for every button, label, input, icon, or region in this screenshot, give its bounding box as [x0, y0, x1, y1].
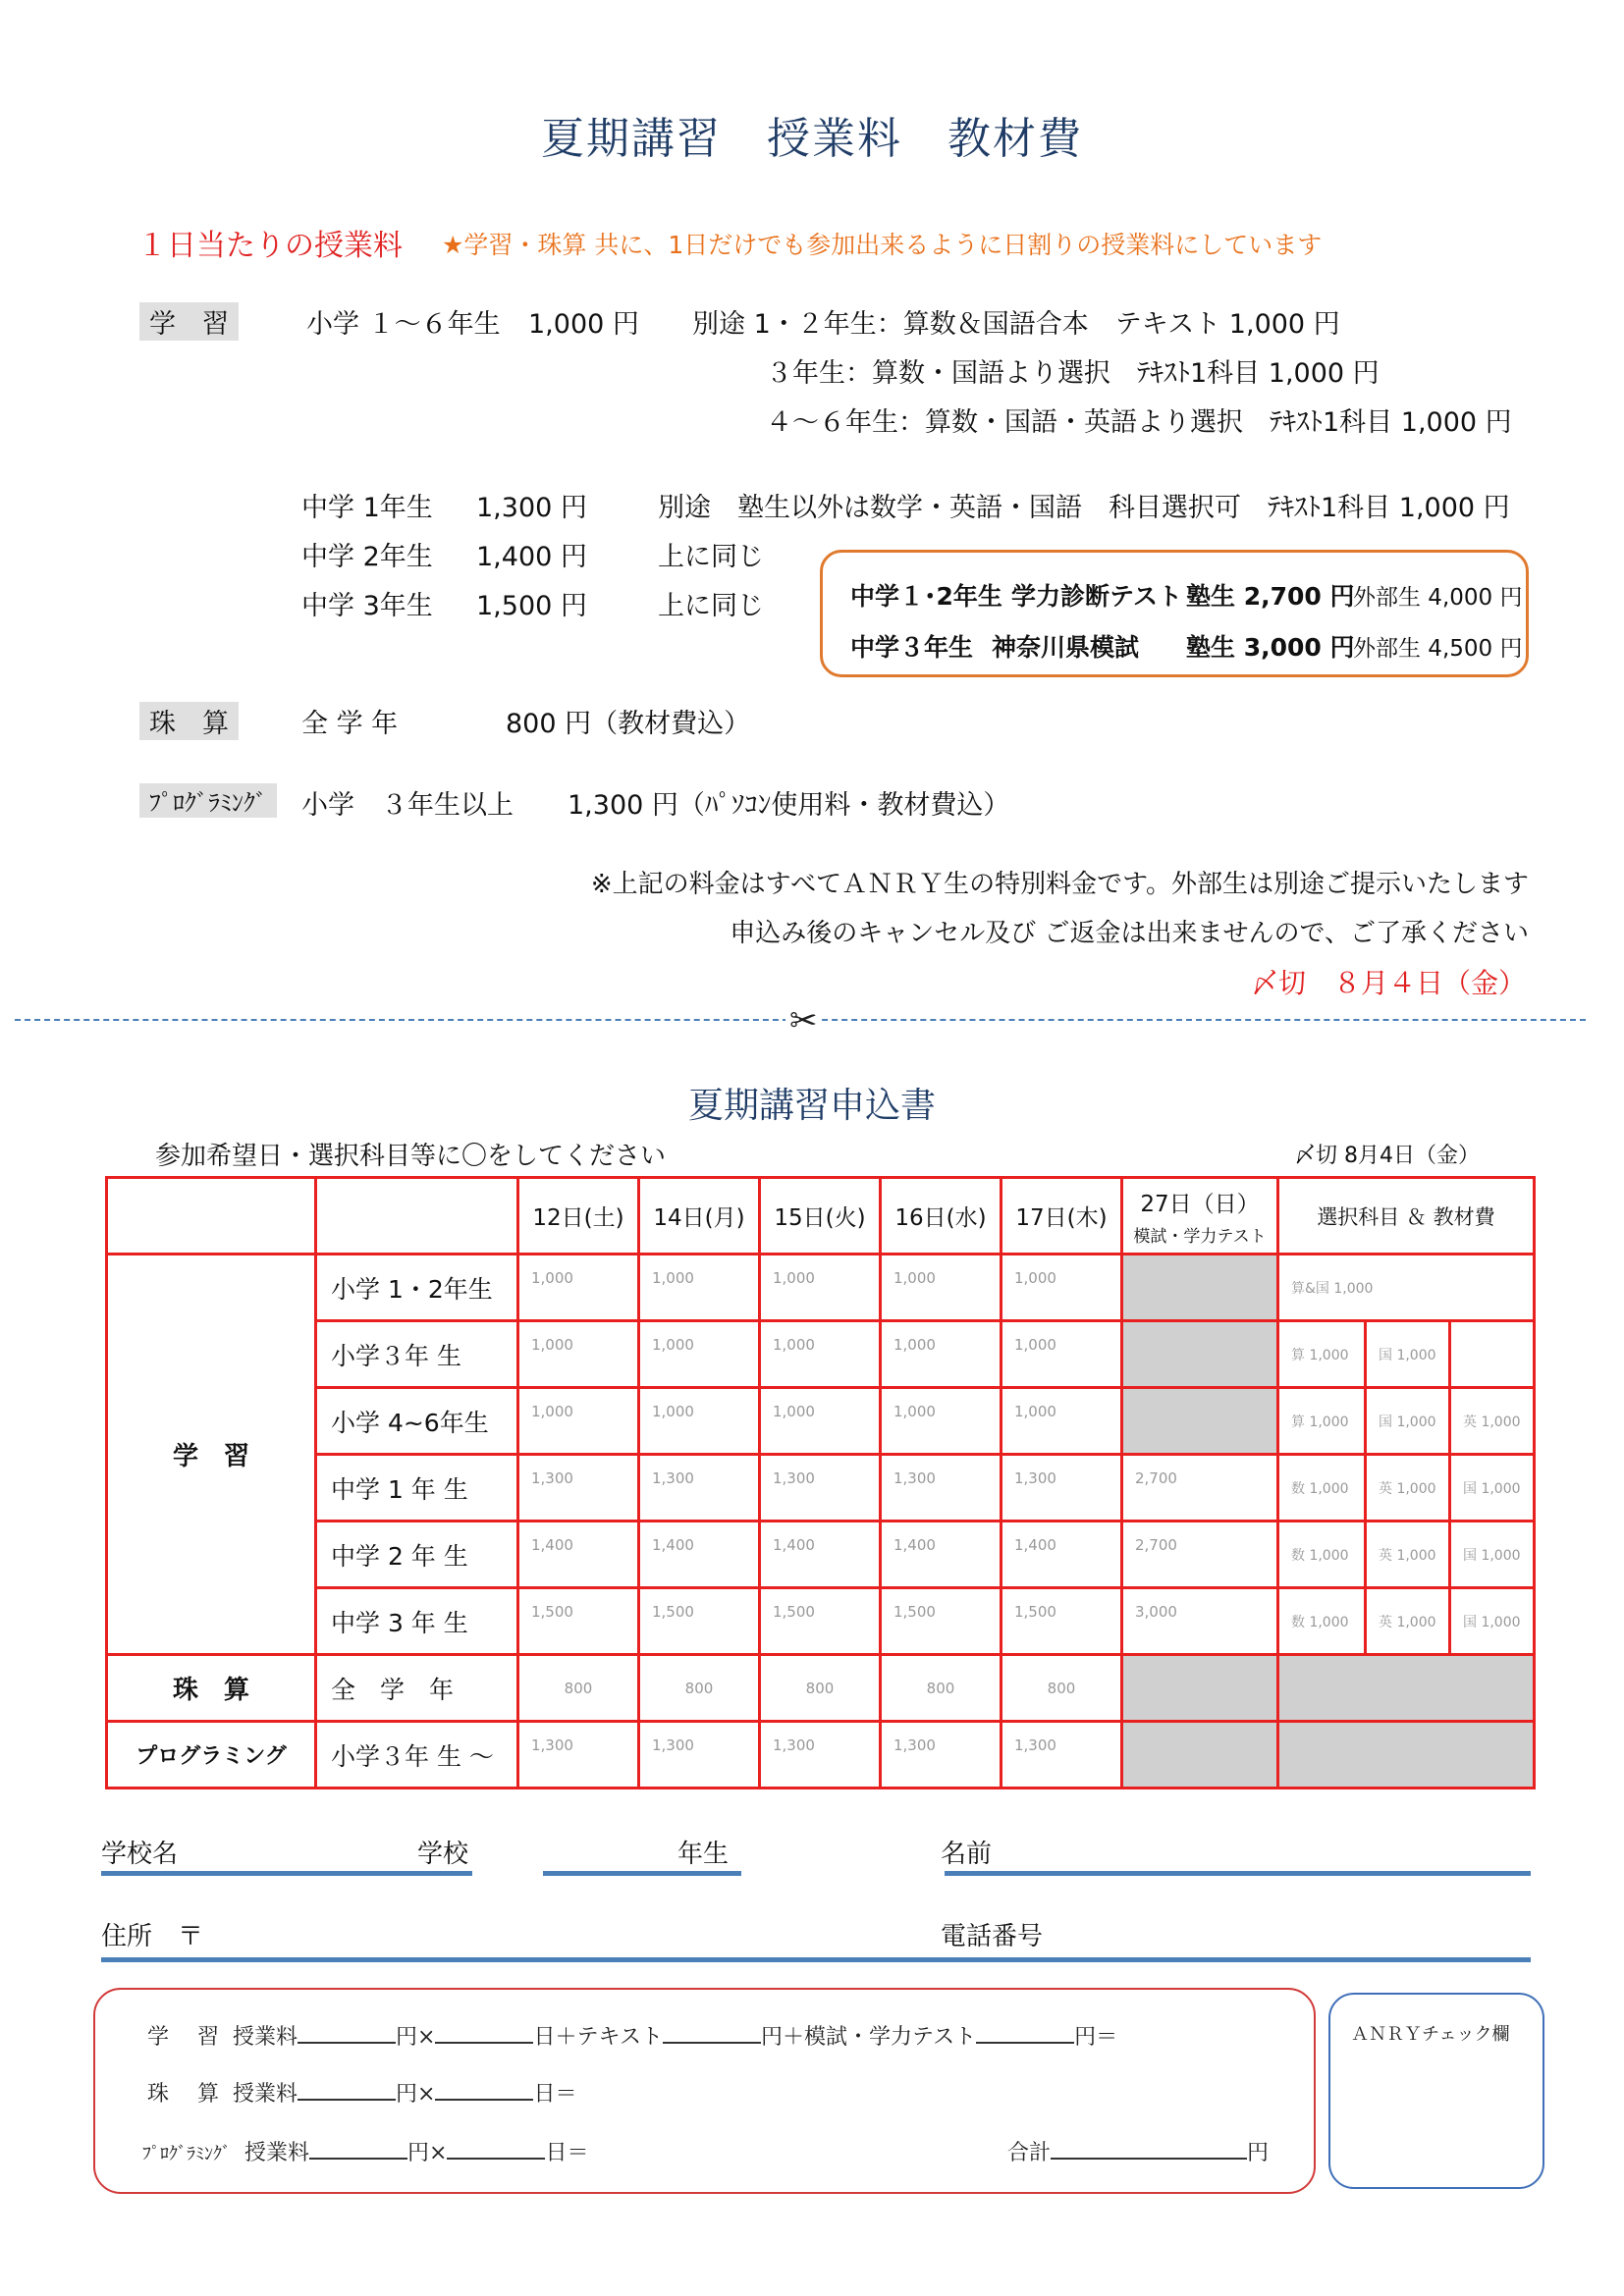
price-cell[interactable]: 800 — [518, 1655, 639, 1722]
price-cell[interactable]: 1,300 — [760, 1455, 881, 1522]
yen-eq-label: 円＝ — [1074, 2025, 1118, 2050]
price-cell[interactable]: 1,500 — [639, 1588, 760, 1655]
junior-3-extra: 上に同じ — [658, 591, 764, 621]
table-row — [107, 1722, 1535, 1789]
header-day-14: 14日(月) — [639, 1178, 760, 1255]
price-cell[interactable]: 1,500 — [760, 1588, 881, 1655]
subject-cell[interactable]: 数 1,000 — [1278, 1455, 1366, 1522]
programming-grade: 小学 ３年生以上 — [301, 790, 514, 821]
days-blank[interactable] — [435, 2099, 533, 2101]
test-price-cell[interactable]: 2,700 — [1122, 1455, 1278, 1522]
price-cell[interactable]: 1,000 — [639, 1255, 760, 1321]
price-cell[interactable]: 1,000 — [1001, 1255, 1122, 1321]
junior-3-grade: 中学 3年生 — [301, 591, 433, 621]
price-cell[interactable]: 1,000 — [1001, 1388, 1122, 1455]
name-input-line[interactable] — [945, 1871, 1531, 1876]
price-cell[interactable]: 1,300 — [881, 1455, 1001, 1522]
days-blank[interactable] — [447, 2158, 545, 2160]
calc-fee-label: 授業料 — [244, 2141, 310, 2165]
table-row — [107, 1522, 1535, 1588]
elementary-grade: 小学 １～６年生 — [306, 309, 501, 340]
programming-price: 1,300 円（ﾊﾟｿｺﾝ使用料・教材費込） — [568, 790, 1010, 821]
subject-cell[interactable]: 算 1,000 — [1278, 1321, 1366, 1388]
price-cell[interactable]: 1,300 — [1001, 1455, 1122, 1522]
price-cell[interactable]: 1,400 — [760, 1522, 881, 1588]
grade-cell: 小学 1・2年生 — [316, 1255, 518, 1321]
subject-cell[interactable]: 数 1,000 — [1278, 1522, 1366, 1588]
price-cell[interactable]: 1,400 — [639, 1522, 760, 1588]
application-table — [105, 1176, 1536, 1789]
table-row — [107, 1588, 1535, 1655]
table-header-row — [107, 1178, 1535, 1255]
test-blank[interactable] — [976, 2042, 1074, 2044]
school-input-line[interactable] — [101, 1871, 472, 1876]
total-blank[interactable] — [1051, 2158, 1247, 2160]
junior-3-price: 1,500 円 — [476, 591, 587, 621]
grade-cell: 小学３年 生 ～ — [316, 1722, 518, 1789]
anry-check-title: ＡＮＲＹチェック欄 — [1351, 2024, 1510, 2045]
calc-line-soroban — [147, 2077, 576, 2108]
form-title: 夏期講習申込書 — [687, 1086, 936, 1126]
calc-fee-label: 授業料 — [233, 2082, 298, 2107]
table-row — [107, 1388, 1535, 1455]
category-programming-cell: プログラミング — [107, 1722, 316, 1789]
table-row — [107, 1655, 1535, 1722]
subject-cell[interactable]: 英 1,000 — [1366, 1588, 1450, 1655]
yen-times-label: 円× — [407, 2141, 448, 2165]
subject-cell[interactable]: 国 1,000 — [1450, 1522, 1535, 1588]
text-blank[interactable] — [663, 2042, 761, 2044]
junior-1-grade: 中学 1年生 — [301, 493, 433, 523]
grade-cell: 中学 3 年 生 — [316, 1588, 518, 1655]
calc-line-gakushu — [147, 2020, 1117, 2051]
grade-cell: 小学 4~6年生 — [316, 1388, 518, 1455]
form-deadline: 〆切 8月4日（金） — [1294, 1144, 1480, 1168]
disabled-cell — [1122, 1388, 1278, 1455]
calc-fee-label: 授業料 — [233, 2025, 298, 2050]
price-cell[interactable]: 1,300 — [518, 1722, 639, 1789]
header-day-27-sub: 模試・学力テスト — [1133, 1226, 1267, 1247]
days-eq-label: 日＝ — [533, 2082, 577, 2107]
table-row — [107, 1455, 1535, 1522]
price-cell[interactable]: 1,000 — [639, 1321, 760, 1388]
price-cell[interactable]: 1,300 — [881, 1722, 1001, 1789]
test-2-name: 神奈川県模試 — [992, 633, 1140, 662]
junior-1-price: 1,300 円 — [476, 493, 587, 523]
price-cell[interactable]: 1,000 — [881, 1388, 1001, 1455]
test-2-grade: 中学３年生 — [850, 633, 974, 662]
disabled-cell — [1122, 1321, 1278, 1388]
days-blank[interactable] — [435, 2042, 533, 2044]
price-cell[interactable]: 1,000 — [518, 1255, 639, 1321]
header-day-15: 15日(火) — [760, 1178, 881, 1255]
calc-line-programming — [142, 2136, 588, 2166]
price-cell[interactable]: 1,400 — [1001, 1522, 1122, 1588]
test-1-grade: 中学１･2年生 — [850, 582, 1002, 611]
price-cell[interactable]: 1,500 — [518, 1588, 639, 1655]
elementary-price: 1,000 円 — [528, 309, 639, 340]
price-cell[interactable]: 1,000 — [760, 1321, 881, 1388]
price-cell[interactable]: 800 — [639, 1655, 760, 1722]
price-cell[interactable]: 1,000 — [881, 1255, 1001, 1321]
yen-plus-test-label: 円＋模試・学力テスト — [761, 2025, 977, 2050]
subject-cell[interactable]: 算&国 1,000 — [1278, 1255, 1535, 1321]
daily-fee-note: ★学習・珠算 共に、1日だけでも参加出来るように日割りの授業料にしています — [442, 231, 1323, 259]
calc-soroban-label: 珠 算 — [147, 2082, 219, 2107]
test-2-member-price: 塾生 3,000 円 — [1186, 633, 1355, 662]
price-cell[interactable]: 800 — [760, 1655, 881, 1722]
subject-cell[interactable]: 国 1,000 — [1450, 1455, 1535, 1522]
category-gakushu-label: 学 習 — [139, 302, 239, 341]
header-day-27 — [1122, 1178, 1278, 1255]
soroban-price: 800 円（教材費込） — [506, 709, 751, 739]
subject-cell[interactable]: 英 1,000 — [1450, 1388, 1535, 1455]
category-soroban-label: 珠 算 — [139, 702, 239, 740]
category-programming-label: ﾌﾟﾛｸﾞﾗﾐﾝｸﾞ — [139, 783, 277, 818]
price-cell[interactable]: 1,000 — [518, 1388, 639, 1455]
price-cell[interactable]: 1,300 — [639, 1455, 760, 1522]
calc-gakushu-label: 学 習 — [147, 2025, 219, 2050]
name-label: 名前 — [941, 1840, 993, 1869]
test-2-outside-price: 外部生 4,500 円 — [1353, 636, 1523, 662]
table-row — [107, 1321, 1535, 1388]
header-day-12: 12日(土) — [518, 1178, 639, 1255]
junior-2-extra: 上に同じ — [658, 542, 764, 572]
notice-special-price: ※上記の料金はすべてＡＮＲＹ生の特別料金です。外部生は別途ご提示いたします — [590, 870, 1529, 899]
page-title: 夏期講習 授業料 教材費 — [541, 114, 1083, 164]
subject-cell[interactable]: 国 1,000 — [1366, 1388, 1450, 1455]
school-suffix: 学校 — [417, 1840, 469, 1869]
scissors-icon: ✂ — [785, 1001, 822, 1041]
fee-blank[interactable] — [309, 2158, 407, 2160]
school-label: 学校名 — [101, 1840, 179, 1869]
subject-cell[interactable]: 英 1,000 — [1366, 1455, 1450, 1522]
disabled-cell — [1278, 1722, 1535, 1789]
notice-no-refund: 申込み後のキャンセル及び ご返金は出来ませんので、ご了承ください — [730, 919, 1529, 948]
disabled-cell — [1122, 1255, 1278, 1321]
test-price-cell[interactable]: 3,000 — [1122, 1588, 1278, 1655]
test-1-outside-price: 外部生 4,000 円 — [1353, 585, 1523, 611]
price-cell[interactable]: 1,000 — [881, 1321, 1001, 1388]
elementary-extra-3: ４～６年生：算数・国語・英語より選択 ﾃｷｽﾄ1科目 1,000 円 — [766, 407, 1512, 438]
price-cell[interactable]: 1,000 — [639, 1388, 760, 1455]
subject-cell[interactable]: 英 1,000 — [1366, 1522, 1450, 1588]
test-1-member-price: 塾生 2,700 円 — [1186, 582, 1355, 611]
grade-cell: 中学 1 年 生 — [316, 1455, 518, 1522]
days-eq-label: 日＝ — [545, 2141, 589, 2165]
yen-times-label: 円× — [396, 2025, 436, 2050]
junior-2-grade: 中学 2年生 — [301, 542, 433, 572]
junior-1-extra: 別途 塾生以外は数学・英語・国語 科目選択可 ﾃｷｽﾄ1科目 1,000 円 — [658, 493, 1510, 523]
header-day-17: 17日(木) — [1001, 1178, 1122, 1255]
price-cell[interactable]: 1,000 — [760, 1255, 881, 1321]
subject-cell[interactable]: 国 1,000 — [1450, 1588, 1535, 1655]
deadline: 〆切 ８月４日（金） — [1250, 967, 1526, 999]
disabled-cell — [1122, 1722, 1278, 1789]
test-1-name: 学力診断テスト — [1011, 582, 1183, 611]
header-empty-cell — [107, 1178, 316, 1255]
price-cell[interactable]: 1,400 — [881, 1522, 1001, 1588]
price-cell[interactable]: 800 — [1001, 1655, 1122, 1722]
price-cell[interactable]: 1,500 — [1001, 1588, 1122, 1655]
header-day-16: 16日(水) — [881, 1178, 1001, 1255]
elementary-extra-2: ３年生：算数・国語より選択 ﾃｷｽﾄ1科目 1,000 円 — [766, 358, 1380, 389]
price-cell[interactable]: 1,000 — [760, 1388, 881, 1455]
price-cell[interactable]: 1,500 — [881, 1588, 1001, 1655]
category-gakushu-cell: 学 習 — [107, 1255, 316, 1655]
calc-yen-label: 円 — [1247, 2141, 1270, 2165]
disabled-cell — [1122, 1655, 1278, 1722]
table-row — [107, 1255, 1535, 1321]
soroban-grade: 全 学 年 — [301, 709, 399, 739]
price-cell[interactable]: 1,000 — [518, 1321, 639, 1388]
junior-2-price: 1,400 円 — [476, 542, 587, 572]
grade-input-line[interactable] — [543, 1871, 741, 1876]
form-instruction: 参加希望日・選択科目等に〇をしてください — [155, 1142, 667, 1171]
price-cell[interactable]: 1,400 — [518, 1522, 639, 1588]
fee-blank[interactable] — [298, 2099, 396, 2101]
calc-total-line — [1007, 2136, 1269, 2166]
subject-cell[interactable] — [1450, 1321, 1535, 1388]
grade-cell: 中学 2 年 生 — [316, 1522, 518, 1588]
grade-suffix: 年生 — [677, 1840, 730, 1869]
subject-cell[interactable]: 国 1,000 — [1366, 1321, 1450, 1388]
elementary-extra-1: 別途 1・２年生：算数＆国語合本 テキスト 1,000 円 — [692, 309, 1340, 340]
calc-total-label: 合計 — [1007, 2141, 1052, 2165]
grade-cell: 全 学 年 — [316, 1655, 518, 1722]
calc-programming-label: ﾌﾟﾛｸﾞﾗﾐﾝｸﾞ — [142, 2144, 231, 2164]
price-cell[interactable]: 1,300 — [518, 1455, 639, 1522]
price-cell[interactable]: 1,300 — [639, 1722, 760, 1789]
phone-label: 電話番号 — [941, 1922, 1044, 1951]
price-cell[interactable]: 1,000 — [1001, 1321, 1122, 1388]
test-price-cell[interactable]: 2,700 — [1122, 1522, 1278, 1588]
days-plus-text-label: 日＋テキスト — [533, 2025, 664, 2050]
fee-blank[interactable] — [298, 2042, 396, 2044]
price-cell[interactable]: 1,300 — [1001, 1722, 1122, 1789]
address-label: 住所 〒 — [101, 1922, 204, 1951]
header-day-27-label: 27日（日） — [1140, 1191, 1260, 1217]
address-phone-input-line[interactable] — [101, 1957, 1531, 1962]
price-cell[interactable]: 1,300 — [760, 1722, 881, 1789]
disabled-cell — [1278, 1655, 1535, 1722]
grade-cell: 小学３年 生 — [316, 1321, 518, 1388]
daily-fee-heading: １日当たりの授業料 — [137, 229, 403, 263]
category-soroban-cell: 珠 算 — [107, 1655, 316, 1722]
subject-cell[interactable]: 数 1,000 — [1278, 1588, 1366, 1655]
header-subjects: 選択科目 ＆ 教材費 — [1278, 1178, 1535, 1255]
price-cell[interactable]: 800 — [881, 1655, 1001, 1722]
subject-cell[interactable]: 算 1,000 — [1278, 1388, 1366, 1455]
yen-times-label: 円× — [396, 2082, 436, 2107]
header-empty-cell — [316, 1178, 518, 1255]
